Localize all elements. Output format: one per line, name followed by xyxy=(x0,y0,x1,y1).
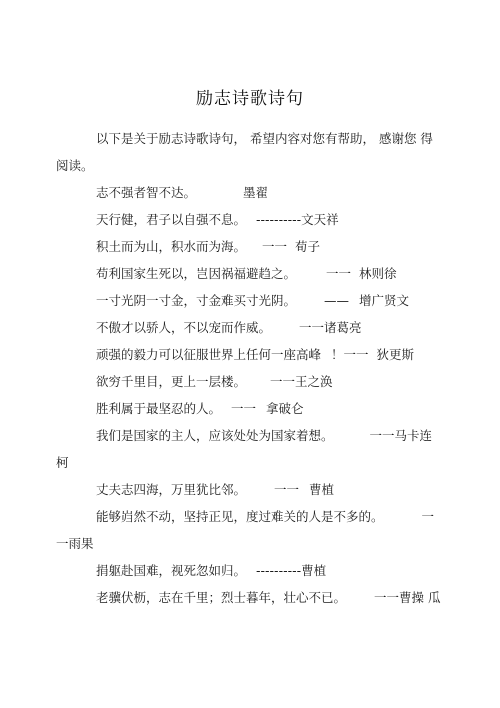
quote-separator: 一一 xyxy=(326,266,352,281)
quote-separator: 一一 xyxy=(299,320,325,335)
quote-line xyxy=(96,563,326,579)
quote-text: 胜利属于最坚忍的人。 xyxy=(96,401,222,416)
quote-author: 狄更斯 xyxy=(376,347,415,362)
intro-line-2: 阅读。 xyxy=(56,158,94,173)
quote-text: 捐躯赴国难，视死忽如归。 xyxy=(96,563,247,578)
quote-line xyxy=(96,482,334,498)
quote-separator: 一一 xyxy=(374,590,400,605)
quote-author: 诸葛亮 xyxy=(324,320,362,335)
quote-line xyxy=(96,374,333,390)
quote-text: 顽强的毅力可以征服世界上任何一座高峰 xyxy=(96,347,322,362)
quote-separator: 一一 xyxy=(231,401,257,416)
quote-text: 苟利国家生死以，岂因祸福避趋之。 xyxy=(96,266,297,281)
quote-continuation: 柯 xyxy=(56,455,69,470)
quote-text: 丈夫志四海，万里犹比邻。 xyxy=(96,482,247,497)
quote-line xyxy=(96,428,432,444)
quote-author: 增广贤文 xyxy=(359,293,410,308)
quote-line xyxy=(96,401,304,417)
quote-author: 拿破仑 xyxy=(266,401,304,416)
quote-separator: 一一 xyxy=(274,482,300,497)
quote-line xyxy=(96,590,441,606)
quote-text: 能够岿然不动，坚持正见，度过难关的人是不多的。 xyxy=(96,509,384,524)
quote-text: 不傲才以骄人，不以宠而作威。 xyxy=(96,320,272,335)
quote-line xyxy=(96,293,409,309)
quote-author: 墨翟 xyxy=(243,185,269,200)
quote-author: 曹植 xyxy=(309,482,335,497)
quote-line xyxy=(96,320,362,336)
quote-line xyxy=(96,266,397,282)
quote-separator: ---------- xyxy=(256,563,302,578)
quote-text: 一寸光阴一寸金，寸金难买寸光阴。 xyxy=(96,293,297,308)
quote-text: 我们是国家的主人，应该处处为国家着想。 xyxy=(96,428,334,443)
quote-separator: 一一 xyxy=(369,428,395,443)
intro-line-1: 以下是关于励志诗歌诗句， 希望内容对您有帮助， 感谢您 得 xyxy=(96,131,433,146)
quote-text: 天行健，君子以自强不息。 xyxy=(96,212,247,227)
quote-author: 荀子 xyxy=(295,239,321,254)
quote-line xyxy=(96,239,320,255)
quote-line xyxy=(96,347,414,363)
document-title: 励志诗歌诗句 xyxy=(196,89,304,109)
quote-text: 老骥伏枥，志在千里；烈士暮年，壮心不已。 xyxy=(96,590,347,605)
quote-separator: 一一 xyxy=(270,374,296,389)
quote-separator: 一一 xyxy=(262,239,288,254)
quote-author: 王之涣 xyxy=(295,374,333,389)
quote-line xyxy=(96,212,339,228)
quote-separator: ！一一 xyxy=(331,347,369,362)
quote-text: 积土而为山，积水而为海。 xyxy=(96,239,247,254)
quote-text: 欲穷千里目，更上一层楼。 xyxy=(96,374,247,389)
quote-author: 马卡连 xyxy=(394,428,433,443)
quote-text: 志不强者智不达。 xyxy=(96,185,197,200)
quote-separator: —— xyxy=(324,293,350,308)
quote-author: 文天祥 xyxy=(301,212,339,227)
quote-continuation: 一雨果 xyxy=(56,536,94,551)
quote-author: 曹操 瓜 xyxy=(399,590,441,605)
quote-separator: ---------- xyxy=(256,212,302,227)
quote-author: 曹植 xyxy=(301,563,327,578)
quote-author: 林则徐 xyxy=(359,266,397,281)
quote-line xyxy=(96,509,434,525)
quote-separator: 一 xyxy=(421,509,435,524)
quote-line xyxy=(96,185,268,201)
